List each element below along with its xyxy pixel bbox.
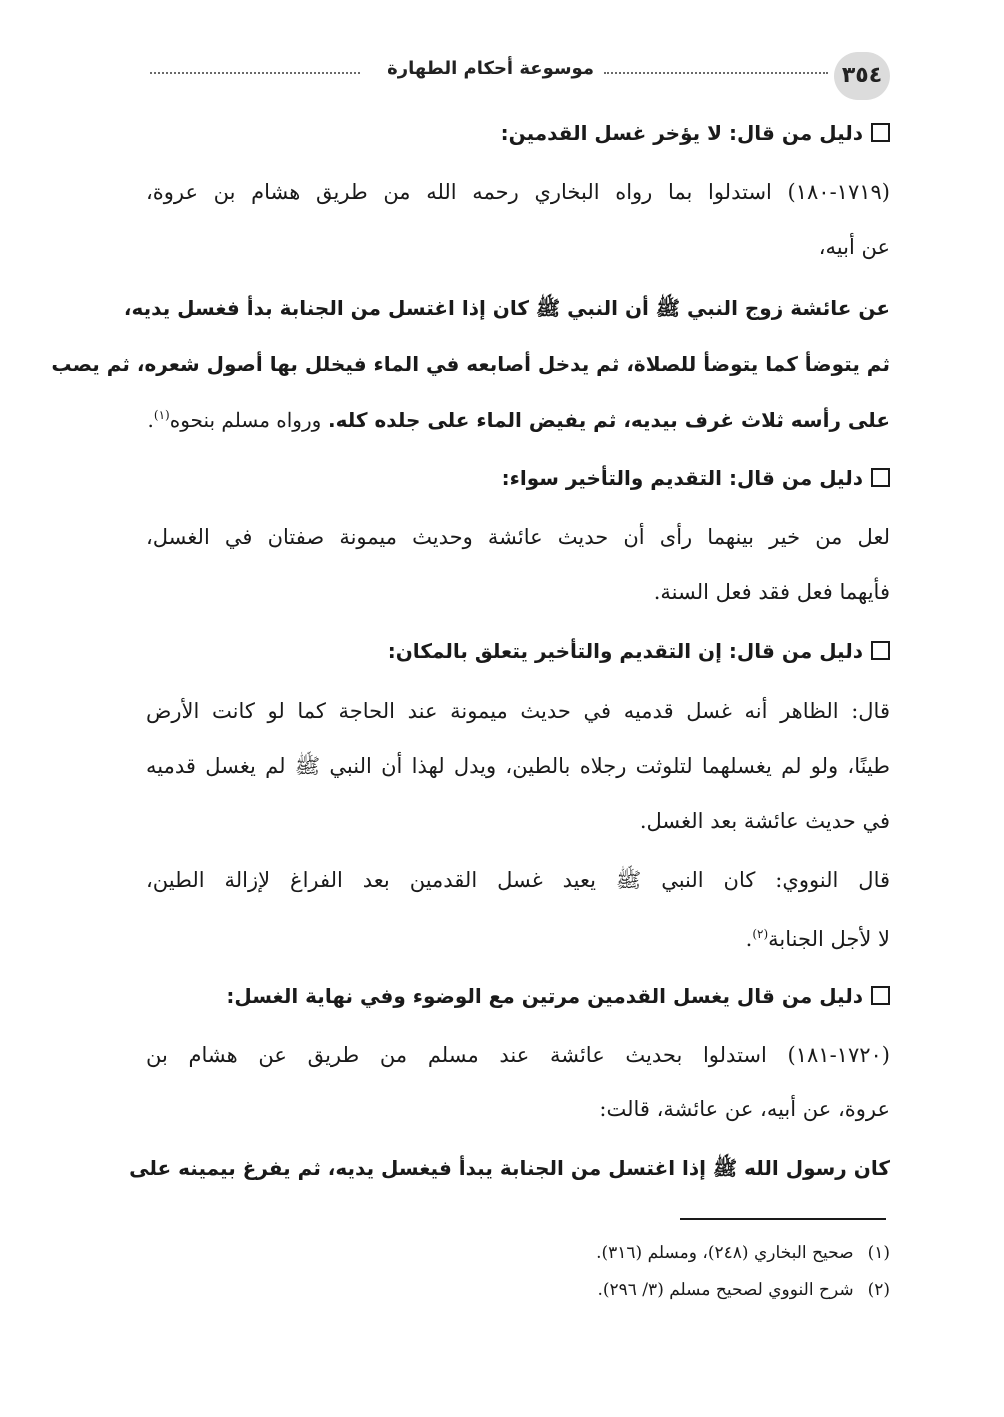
paragraph-line: (١٧٢٠-١٨١) استدلوا بحديث عائشة عند مسلم من طريق عن هشام بن bbox=[146, 1043, 890, 1067]
paragraph-text: لا لأجل الجنابة bbox=[768, 927, 890, 951]
narration-note: ورواه مسلم بنحوه bbox=[169, 408, 322, 432]
paragraph-line: لعل من خير بينهما رأى أن حديث عائشة وحديث ميمونة صفتان في الغسل، bbox=[146, 525, 890, 549]
checkbox-square-icon bbox=[871, 123, 890, 142]
checkbox-square-icon bbox=[871, 468, 890, 487]
section-heading bbox=[146, 118, 890, 148]
hadith-line: كان رسول الله ﷺ إذا اغتسل من الجنابة يبدأ فيغسل يديه، ثم يفرغ بيمينه على bbox=[129, 1156, 890, 1180]
paragraph-line: عن أبيه، bbox=[818, 235, 890, 259]
checkbox-square-icon bbox=[871, 641, 890, 660]
paragraph-line-with-reference bbox=[146, 919, 890, 954]
checkbox-square-icon bbox=[871, 986, 890, 1005]
paragraph-line: طينًا، ولو لم يغسلهما لتلوثت رجلاه بالطين، ويدل لهذا أن النبي ﷺ لم يغسل قدميه bbox=[146, 754, 890, 778]
hadith-line: ثم يتوضأ كما يتوضأ للصلاة، ثم يدخل أصابعه في الماء فيخلل بها أصول شعره، ثم يصب bbox=[51, 352, 890, 376]
section-heading-text: دليل من قال: إن التقديم والتأخير يتعلق بالمكان: bbox=[387, 639, 863, 663]
section-heading bbox=[146, 981, 890, 1011]
footnote-separator bbox=[680, 1218, 886, 1220]
section-heading-text: دليل من قال: التقديم والتأخير سواء: bbox=[501, 466, 863, 490]
footnote-reference: (١) bbox=[153, 408, 170, 422]
footnote-reference: (٢) bbox=[752, 927, 769, 941]
hadith-line-with-reference bbox=[146, 400, 890, 435]
hadith-line: عن عائشة زوج النبي ﷺ أن النبي ﷺ كان إذا اغتسل من الجنابة بدأ فغسل يديه، bbox=[123, 296, 890, 320]
sentence-end: . bbox=[147, 408, 154, 432]
paragraph-line: قال: الظاهر أنه غسل قدميه في حديث ميمونة عند الحاجة كما لو كانت الأرض bbox=[146, 699, 890, 723]
footnote-item bbox=[146, 1278, 890, 1302]
paragraph-line: عروة، عن أبيه، عن عائشة، قالت: bbox=[599, 1097, 890, 1121]
paragraph-line: في حديث عائشة بعد الغسل. bbox=[639, 809, 890, 833]
paragraph-line: قال النووي: كان النبي ﷺ يعيد غسل القدمين بعد الفراغ لإزالة الطين، bbox=[146, 868, 890, 892]
paragraph-line: (١٧١٩-١٨٠) استدلوا بما رواه البخاري رحمه الله من طريق هشام بن عروة، bbox=[146, 180, 890, 204]
page-number-badge: ٣٥٤ bbox=[834, 52, 890, 100]
hadith-text: على رأسه ثلاث غرف بيديه، ثم يفيض الماء على جلده كله. bbox=[327, 408, 890, 432]
footnote-number: (٢) bbox=[867, 1280, 890, 1300]
page-body bbox=[51, 0, 890, 1417]
section-heading-text: دليل من قال: لا يؤخر غسل القدمين: bbox=[500, 121, 863, 145]
footnote-item bbox=[146, 1241, 890, 1265]
footnote-number: (١) bbox=[867, 1243, 890, 1263]
sentence-end: . bbox=[745, 927, 753, 951]
section-heading-text: دليل من قال يغسل القدمين مرتين مع الوضوء وفي نهاية الغسل: bbox=[226, 984, 863, 1008]
running-title: موسوعة أحكام الطهارة bbox=[387, 58, 594, 79]
footnote-text: شرح النووي لصحيح مسلم (٣/ ٢٩٦). bbox=[597, 1280, 854, 1300]
footnote-text: صحيح البخاري (٢٤٨)، ومسلم (٣١٦). bbox=[596, 1243, 854, 1263]
paragraph-line: فأيهما فعل فقد فعل السنة. bbox=[653, 580, 890, 604]
section-heading bbox=[146, 463, 890, 493]
section-heading bbox=[146, 636, 890, 666]
